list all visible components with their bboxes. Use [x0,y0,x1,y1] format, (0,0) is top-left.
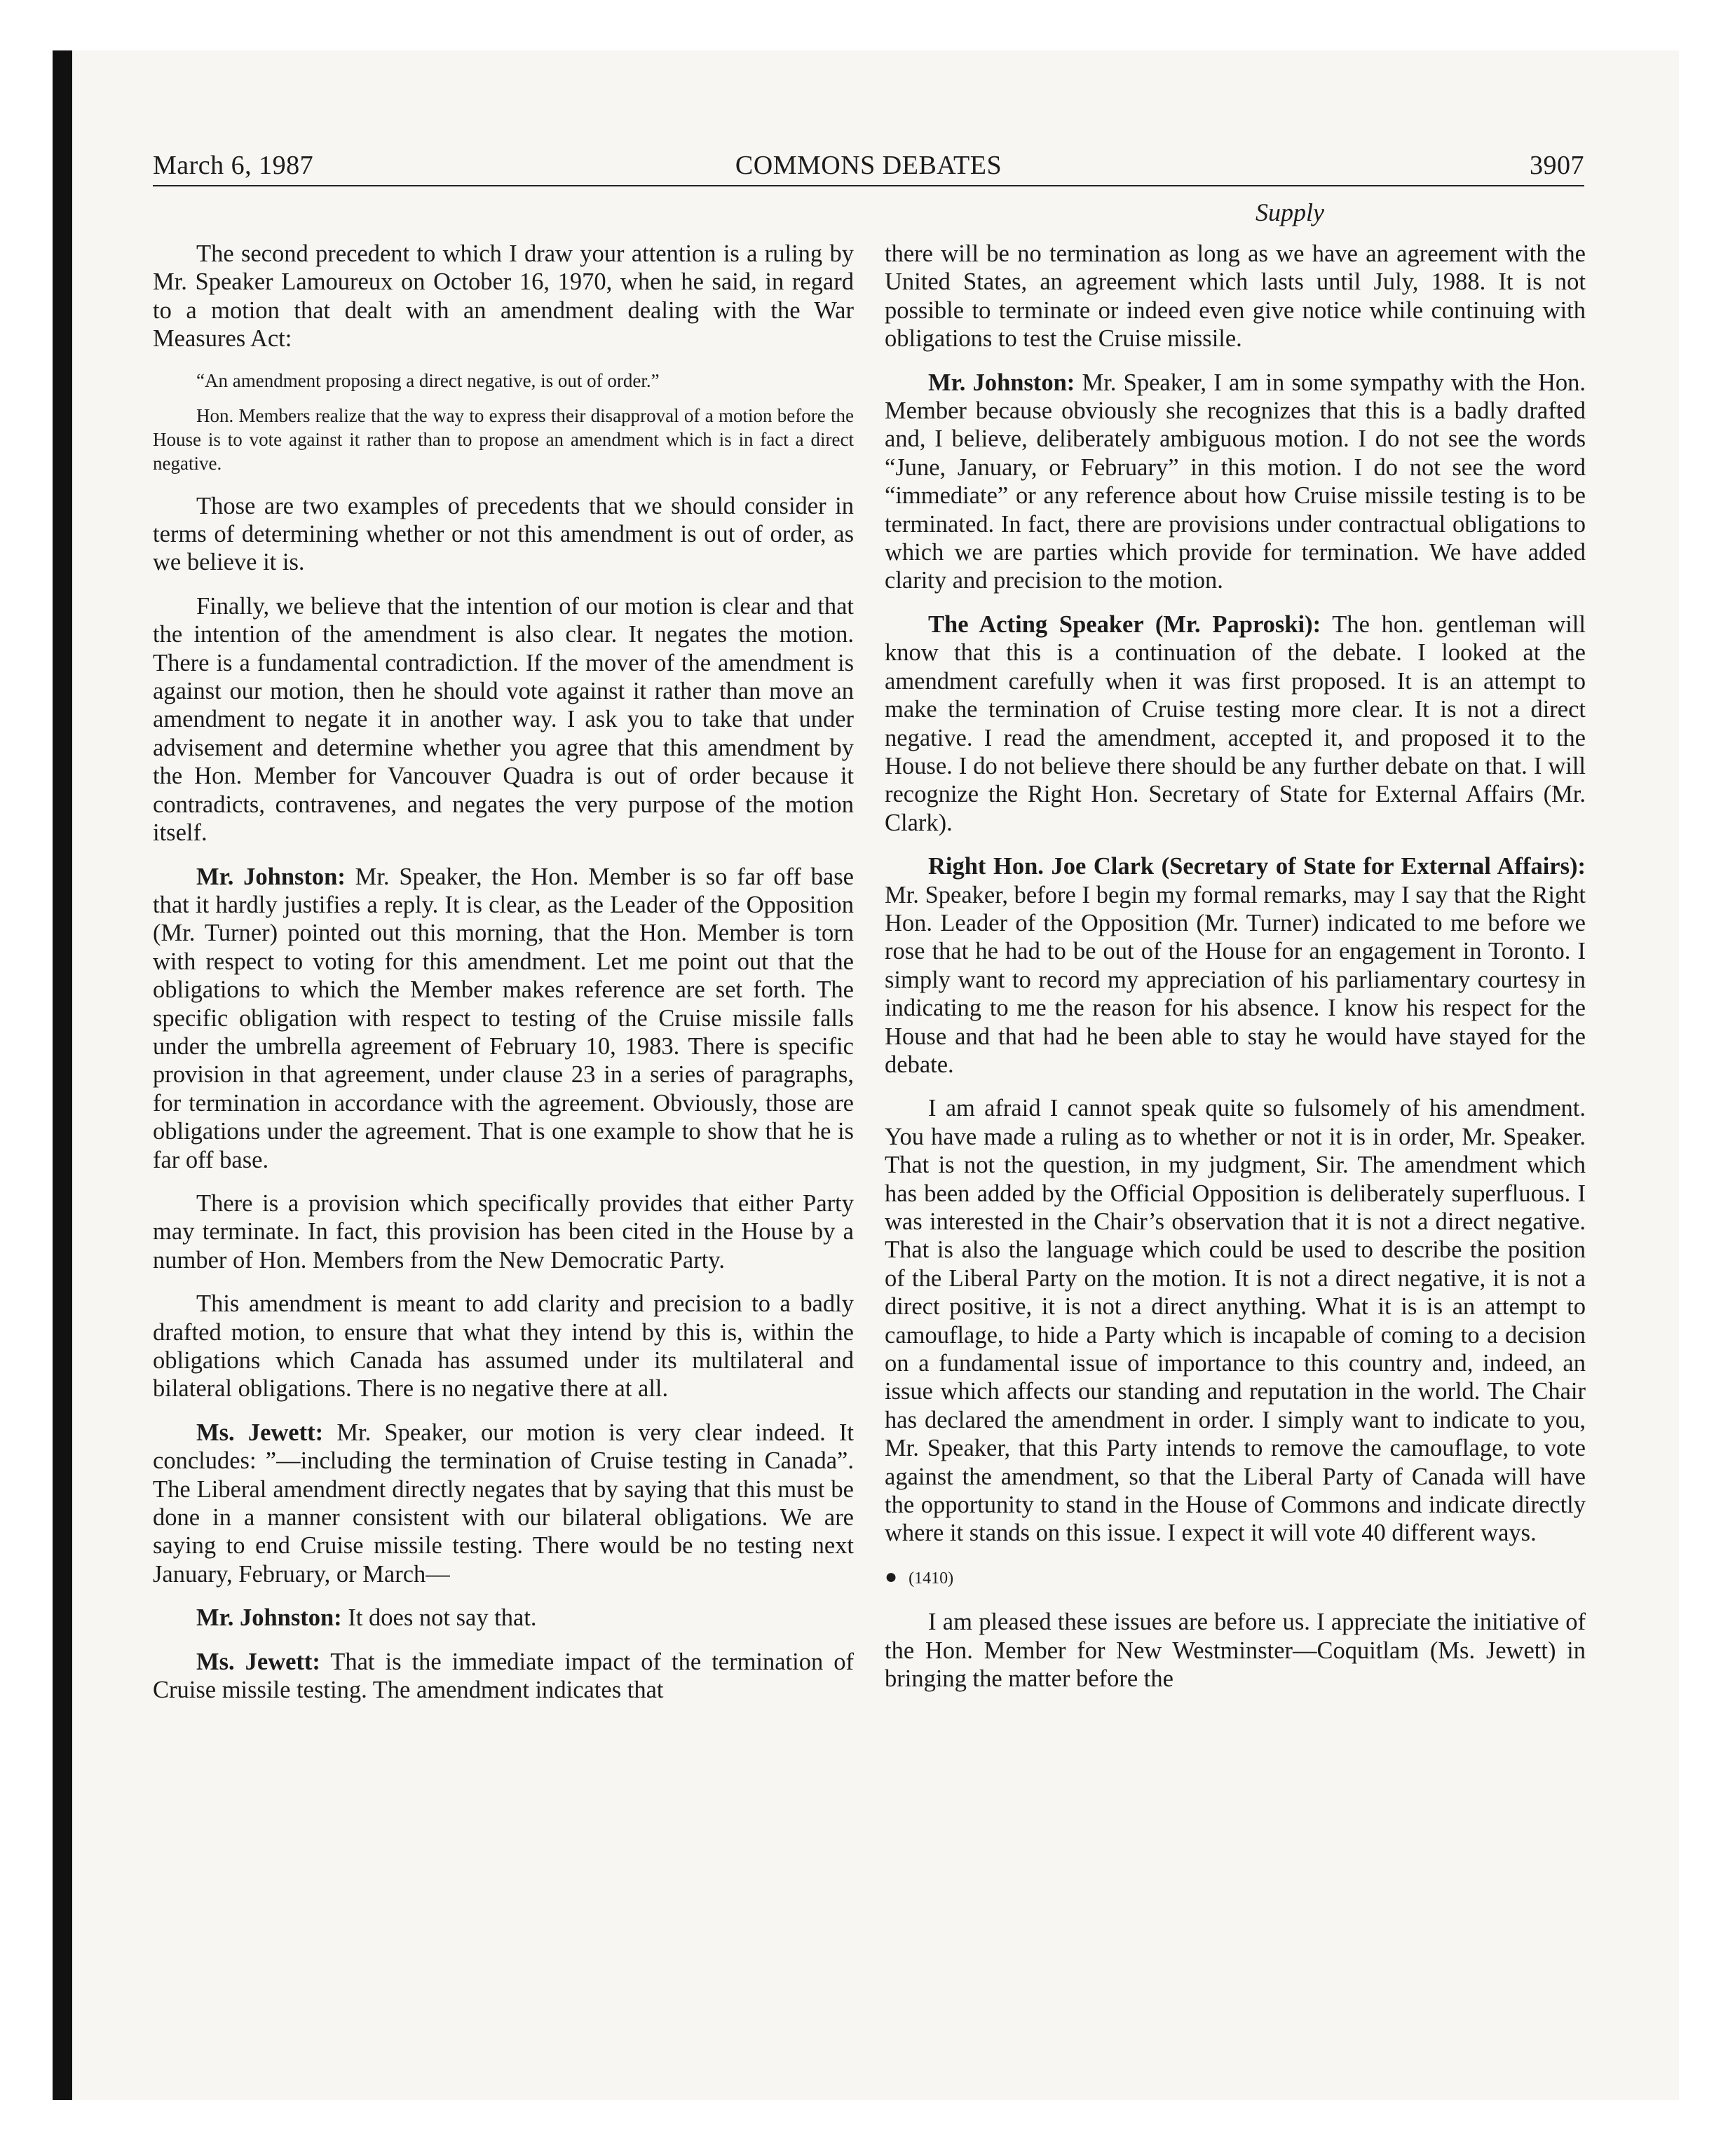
speech-paragraph [153,1648,854,1705]
speaker-name: Mr. Johnston: [196,1604,342,1632]
speaker-name: The Acting Speaker (Mr. Paproski): [928,610,1321,638]
header-rule [153,185,1584,186]
speaker-name: Ms. Jewett: [196,1419,324,1446]
speaker-name: Right Hon. Joe Clark (Secretary of State for External Affairs): [928,853,1586,880]
bullet-icon: ● [885,1564,898,1588]
speech-text: It does not say that. [348,1604,537,1632]
right-column [885,240,1586,1908]
paragraph: I am afraid I cannot speak quite so fulsomely of his amendment. You have made a ruling as to whether or not it is in order, Mr. Speaker. That is not the question, in my judgment, Sir. The amendment which has been added by the Official Opposition is deliberately superfluous. I was interested in the Chair’s observation that it is not a direct negative. That is also the language which could be used to describe the position of the Liberal Party on the motion. It is not a direct negative, it is not a direct positive, it is not a direct anything. What it is is an attempt to camouflage, to hide a Party which is incapable of coming to a decision on a fundamental issue of importance to this country and, indeed, an issue which affects our standing and reputation in the world. The Chair has declared the amendment in order. I simply want to indicate to you, Mr. Speaker, that this Party intends to remove the camouflage, to vote against the amendment, so that the Liberal Party of Canada will have the opportunity to stand in the House of Commons and indicate directly where it stands on this issue. I expect it will vote 40 different ways. [885,1095,1586,1547]
page-header [153,137,1584,186]
time-marker-text: (1410) [909,1569,954,1588]
speech-paragraph [885,369,1586,595]
speech-text: Mr. Speaker, our motion is very clear indeed. It concludes: ”—including the termination of Cruise testing in Canada”. The Liberal amendment directly negates that by saying that this must be done in a manner consistent with our bilateral obligations. We are saying to end Cruise missile testing. There would be no testing next January, February, or March— [153,1419,854,1588]
speaker-name: Ms. Jewett: [196,1648,320,1675]
header-page-number: 3907 [1530,151,1584,180]
speaker-name: Mr. Johnston: [928,369,1075,396]
paragraph: Finally, we believe that the intention of our motion is clear and that the intention of the amendment is also clear. It negates the motion. There is a fundamental contradiction. If the mover of the amendment is against our motion, then he should vote against it rather than move an amendment to negate it in another way. I ask you to take that under advisement and determine whether you agree that this amendment by the Hon. Member for Vancouver Quadra is out of order because it contradicts, contravenes, and negates the very purpose of the motion itself. [153,592,854,847]
paragraph: There is a provision which specifically provides that either Party may terminate. In fact, this provision has been cited in the House by a number of Hon. Members from the New Democratic Party. [153,1189,854,1274]
speech-paragraph [885,610,1586,837]
speech-text: Mr. Speaker, before I begin my formal remarks, may I say that the Right Hon. Leader of the Opposition (Mr. Turner) indicated to me before we rose that he had to be out of the House for an engagement in Toronto. I simply want to record my appreciation of his parliamentary courtesy in indicating to me the reason for his absence. I know his respect for the House and that had he been able to stay he would have stayed for the debate. [885,881,1586,1078]
left-column [153,240,854,1908]
section-label: Supply [1256,198,1324,226]
quotation: “An amendment proposing a direct negative, is out of order.” [196,369,660,391]
scan-border-edge [53,50,72,2100]
speaker-name: Mr. Johnston: [196,863,346,890]
speech-paragraph [153,863,854,1174]
speech-paragraph [885,852,1586,1079]
speech-paragraph [153,1604,854,1632]
speech-paragraph [153,1419,854,1588]
paragraph: Those are two examples of precedents that we should consider in terms of determining whether or not this amendment is out of order, as we believe it is. [153,492,854,576]
paragraph: there will be no termination as long as we have an agreement with the United States, an agreement which lasts until July, 1988. It is not possible to terminate or indeed even give notice while continuing with obligations to test the Cruise missile. [885,240,1586,353]
paragraph: The second precedent to which I draw your attention is a ruling by Mr. Speaker Lamoureux on October 16, 1970, when he said, in regard to a motion that dealt with an amendment dealing with the War Measures Act: [153,240,854,353]
paragraph: I am pleased these issues are before us. I appreciate the initiative of the Hon. Member for New Westminster—Coquitlam (Ms. Jewett) in bringing the matter before the [885,1609,1586,1693]
header-date: March 6, 1987 [153,151,314,180]
speech-text: That is the immediate impact of the termination of Cruise missile testing. The amendment indicates that [153,1648,854,1704]
time-marker [885,1563,1586,1592]
speech-text: Mr. Speaker, I am in some sympathy with the Hon. Member because obviously she recognizes that this is a badly drafted and, I believe, deliberately ambiguous motion. I do not see the words “June, January, or February” in this motion. I do not see the word “immediate” or any reference about how Cruise missile testing is to be terminated. In fact, there are provisions under contractual obligations to which we are parties which provide for termination. We have added clarity and precision to the motion. [885,369,1586,594]
header-title: COMMONS DEBATES [735,151,1002,180]
speech-text: The hon. gentleman will know that this is a continuation of the debate. I looked at the amendment carefully when it was first proposed. It is an attempt to make the termination of Cruise testing more clear. It is not a direct negative. I read the amendment, accepted it, and proposed it to the House. I do not believe there should be any further debate on that. I will recognize the Right Hon. Secretary of State for External Affairs (Mr. Clark). [885,610,1586,836]
paragraph: This amendment is meant to add clarity and precision to a badly drafted motion, to ensure that what they intend by this is, within the obligations which Canada has assumed under its multilateral and bilateral obligations. There is no negative there at all. [153,1290,854,1403]
speech-text: Mr. Speaker, the Hon. Member is so far off base that it hardly justifies a reply. It is clear, as the Leader of the Opposition (Mr. Turner) pointed out this morning, that the Hon. Member is torn with respect to voting for this amendment. Let me point out that the obligations to which the Member makes reference are set forth. The specific obligation with respect to testing of the Cruise missile falls under the umbrella agreement of February 10, 1983. There is specific provision in that agreement, under clause 23 in a series of paragraphs, for termination in accordance with the agreement. Obviously, those are obligations under the agreement. That is one example to show that he is far off base. [153,863,854,1173]
quotation: Hon. Members realize that the way to express their disapproval of a motion before the House is to vote against it rather than to propose an amendment which is in fact a direct negative. [153,404,854,474]
